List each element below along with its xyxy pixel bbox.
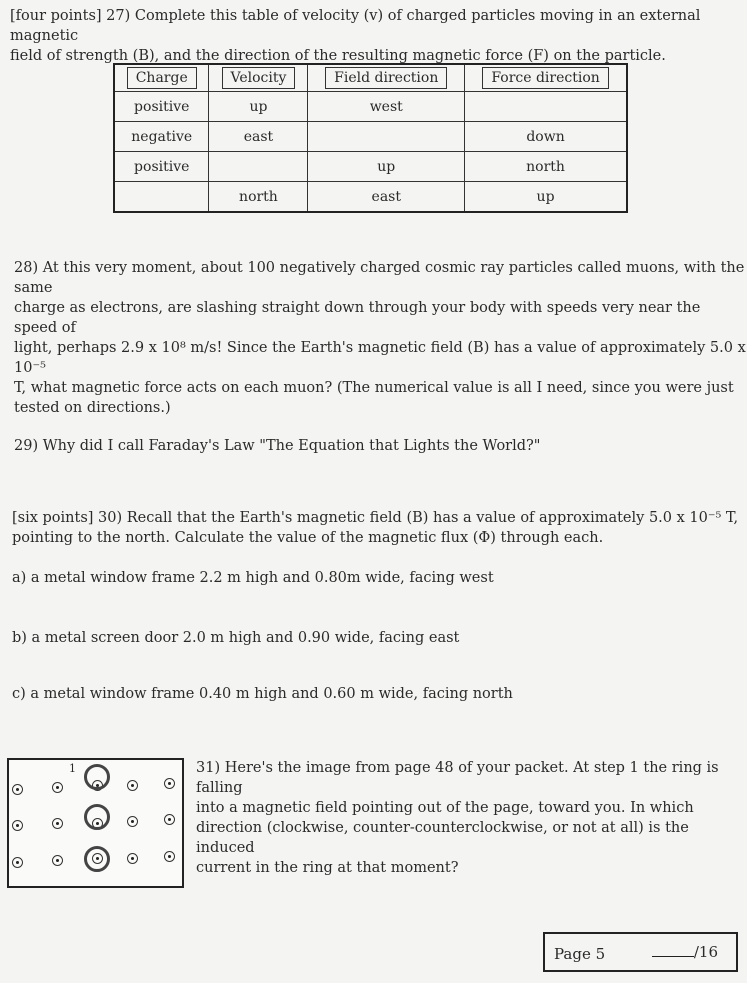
q28-line1: 28) At this very moment, about 100 negatively charged cosmic ray particles called muons, with the same: [14, 260, 745, 296]
field-out-of-page-icon: [164, 814, 175, 825]
field-out-of-page-icon: [127, 780, 138, 791]
table-cell: north: [465, 152, 627, 182]
q31-line4: current in the ring at that moment?: [196, 860, 459, 876]
q30-part-a: a) a metal window frame 2.2 m high and 0.80m wide, facing west: [12, 570, 494, 586]
question-30a: [12, 568, 494, 588]
q28-line2: charge as electrons, are slashing straight down through your body with speeds very near the speed of: [14, 300, 701, 336]
question-27: [10, 6, 747, 66]
score-blank: [652, 956, 694, 957]
page-label: Page 5: [554, 945, 606, 963]
q30-line1: [six points] 30) Recall that the Earth's magnetic field (B) has a value of approximately 5.0 x 10⁻⁵ T,: [12, 510, 739, 526]
field-out-of-page-icon: [127, 853, 138, 864]
header-field-direction: Field direction: [325, 67, 447, 89]
q28-line5: tested on directions.): [14, 400, 171, 416]
ring-magnetic-field-figure: [7, 758, 184, 888]
figure-step-label: 1: [69, 762, 76, 775]
question-30: [12, 508, 738, 548]
question-31: [196, 758, 747, 878]
q30-part-b: b) a metal screen door 2.0 m high and 0.90 wide, facing east: [12, 630, 460, 646]
q27-line2: field of strength (B), and the direction of the resulting magnetic force (F) on the particle.: [10, 48, 666, 64]
table-cell: up: [308, 152, 465, 182]
q30-part-c: c) a metal window frame 0.40 m high and 0.60 m wide, facing north: [12, 686, 513, 702]
falling-ring-icon: [84, 804, 110, 830]
q28-line3: light, perhaps 2.9 x 10⁸ m/s! Since the Earth's magnetic field (B) has a value of approximately 5.0 x 10⁻⁵: [14, 340, 746, 376]
page-score-box: [543, 932, 738, 972]
q27-line1: [four points] 27) Complete this table of velocity (v) of charged particles moving in an external magnetic: [10, 8, 701, 44]
field-out-of-page-icon: [12, 857, 23, 868]
field-out-of-page-icon: [52, 818, 63, 829]
falling-ring-icon: [84, 764, 110, 790]
field-out-of-page-icon: [52, 855, 63, 866]
field-out-of-page-icon: [164, 778, 175, 789]
table-row: [114, 92, 627, 122]
table-cell: [465, 92, 627, 122]
q31-line2: into a magnetic field pointing out of the page, toward you. In which: [196, 800, 694, 816]
field-out-of-page-icon: [52, 782, 63, 793]
field-out-of-page-icon: [164, 851, 175, 862]
field-out-of-page-icon: [127, 816, 138, 827]
table-cell: down: [465, 122, 627, 152]
table-cell: positive: [114, 92, 209, 122]
q28-line4: T, what magnetic force acts on each muon? (The numerical value is all I need, since you were just: [14, 380, 734, 396]
question-28: [14, 258, 747, 418]
header-charge: Charge: [127, 67, 197, 89]
table-row: [114, 122, 627, 152]
table-cell: up: [209, 92, 308, 122]
q31-line3: direction (clockwise, counter-counterclockwise, or not at all) is the induced: [196, 820, 689, 856]
velocity-force-table: [113, 63, 628, 213]
table-row: [114, 152, 627, 182]
question-29: [14, 436, 540, 456]
table-cell: [308, 122, 465, 152]
header-velocity: Velocity: [222, 67, 296, 89]
score-total: /16: [693, 943, 718, 961]
table-cell: north: [209, 182, 308, 213]
table-cell: negative: [114, 122, 209, 152]
table-cell: [209, 152, 308, 182]
table-cell: positive: [114, 152, 209, 182]
falling-ring-icon: [84, 846, 110, 872]
table-cell: [114, 182, 209, 213]
table-cell: up: [465, 182, 627, 213]
question-30c: [12, 684, 513, 704]
question-30b: [12, 628, 459, 648]
table-row: [114, 182, 627, 213]
header-force-direction: Force direction: [482, 67, 608, 89]
table-cell: east: [308, 182, 465, 213]
table-cell: east: [209, 122, 308, 152]
field-out-of-page-icon: [12, 820, 23, 831]
q31-line1: 31) Here's the image from page 48 of your packet. At step 1 the ring is falling: [196, 760, 719, 796]
table-header-row: [114, 64, 627, 92]
field-out-of-page-icon: [12, 784, 23, 795]
q30-line2: pointing to the north. Calculate the value of the magnetic flux (Φ) through each.: [12, 530, 604, 546]
q29-line1: 29) Why did I call Faraday's Law "The Equation that Lights the World?": [14, 438, 541, 454]
table-cell: west: [308, 92, 465, 122]
